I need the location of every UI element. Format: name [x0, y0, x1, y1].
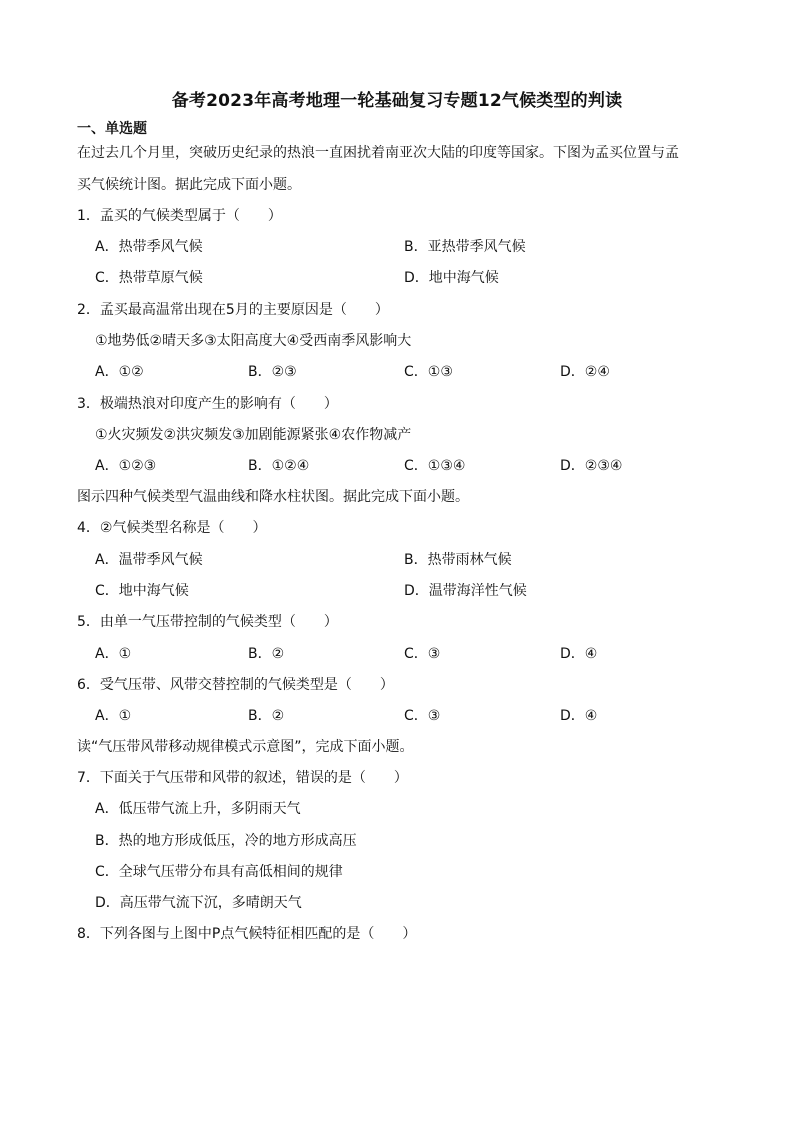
question-2-option-a: A．①② [95, 364, 144, 380]
section-heading: 一、单选题 [77, 121, 147, 137]
question-6-option-a: A．① [95, 708, 132, 724]
question-7-option-a: A．低压带气流上升，多阴雨天气 [95, 801, 301, 817]
intro-text-3: 读“气压带风带移动规律模式示意图”，完成下面小题。 [77, 739, 414, 755]
question-4-option-b: B．热带雨林气候 [404, 552, 512, 568]
question-5-stem: 5．由单一气压带控制的气候类型（ ） [77, 614, 338, 630]
intro-text-1-line-1: 在过去几个月里，突破历史纪录的热浪一直困扰着南亚次大陆的印度等国家。下图为孟买位置与孟 [77, 145, 679, 161]
question-8-stem: 8．下列各图与上图中P点气候特征相匹配的是（ ） [77, 926, 417, 942]
question-5-option-b: B．② [248, 646, 285, 662]
page-title: 备考2023年高考地理一轮基础复习专题12气候类型的判读 [171, 91, 623, 111]
question-5-option-d: D．④ [560, 646, 598, 662]
question-2-option-b: B．②③ [248, 364, 297, 380]
question-1-option-c: C．热带草原气候 [95, 270, 203, 286]
intro-text-2: 图示四种气候类型气温曲线和降水柱状图。据此完成下面小题。 [77, 489, 469, 505]
question-7-stem: 7．下面关于气压带和风带的叙述，错误的是（ ） [77, 770, 408, 786]
question-4-option-d: D．温带海洋性气候 [404, 583, 527, 599]
question-4-option-c: C．地中海气候 [95, 583, 189, 599]
question-4-option-a: A．温带季风气候 [95, 552, 203, 568]
question-2-items: ①地势低②晴天多③太阳高度大④受西南季风影响大 [95, 333, 412, 349]
question-1-stem: 1．孟买的气候类型属于（ ） [77, 208, 282, 224]
question-5-option-c: C．③ [404, 646, 441, 662]
question-6-option-d: D．④ [560, 708, 598, 724]
question-6-option-b: B．② [248, 708, 285, 724]
question-1-option-b: B．亚热带季风气候 [404, 239, 526, 255]
question-6-option-c: C．③ [404, 708, 441, 724]
question-7-option-b: B．热的地方形成低压，冷的地方形成高压 [95, 833, 357, 849]
question-3-option-d: D．②③④ [560, 458, 623, 474]
question-3-option-a: A．①②③ [95, 458, 157, 474]
question-3-option-b: B．①②④ [248, 458, 310, 474]
question-2-stem: 2．孟买最高温常出现在5月的主要原因是（ ） [77, 302, 389, 318]
question-4-stem: 4．②气候类型名称是（ ） [77, 520, 267, 536]
question-3-items: ①火灾频发②洪灾频发③加剧能源紧张④农作物减产 [95, 427, 412, 443]
intro-text-1-line-2: 买气候统计图。据此完成下面小题。 [77, 177, 301, 193]
question-7-option-c: C．全球气压带分布具有高低相间的规律 [95, 864, 343, 880]
question-7-option-d: D．高压带气流下沉，多晴朗天气 [95, 895, 302, 911]
question-1-option-a: A．热带季风气候 [95, 239, 203, 255]
question-3-option-c: C．①③④ [404, 458, 466, 474]
question-1-option-d: D．地中海气候 [404, 270, 499, 286]
question-3-stem: 3．极端热浪对印度产生的影响有（ ） [77, 396, 338, 412]
question-2-option-c: C．①③ [404, 364, 453, 380]
question-2-option-d: D．②④ [560, 364, 610, 380]
question-6-stem: 6．受气压带、风带交替控制的气候类型是（ ） [77, 677, 394, 693]
question-5-option-a: A．① [95, 646, 132, 662]
